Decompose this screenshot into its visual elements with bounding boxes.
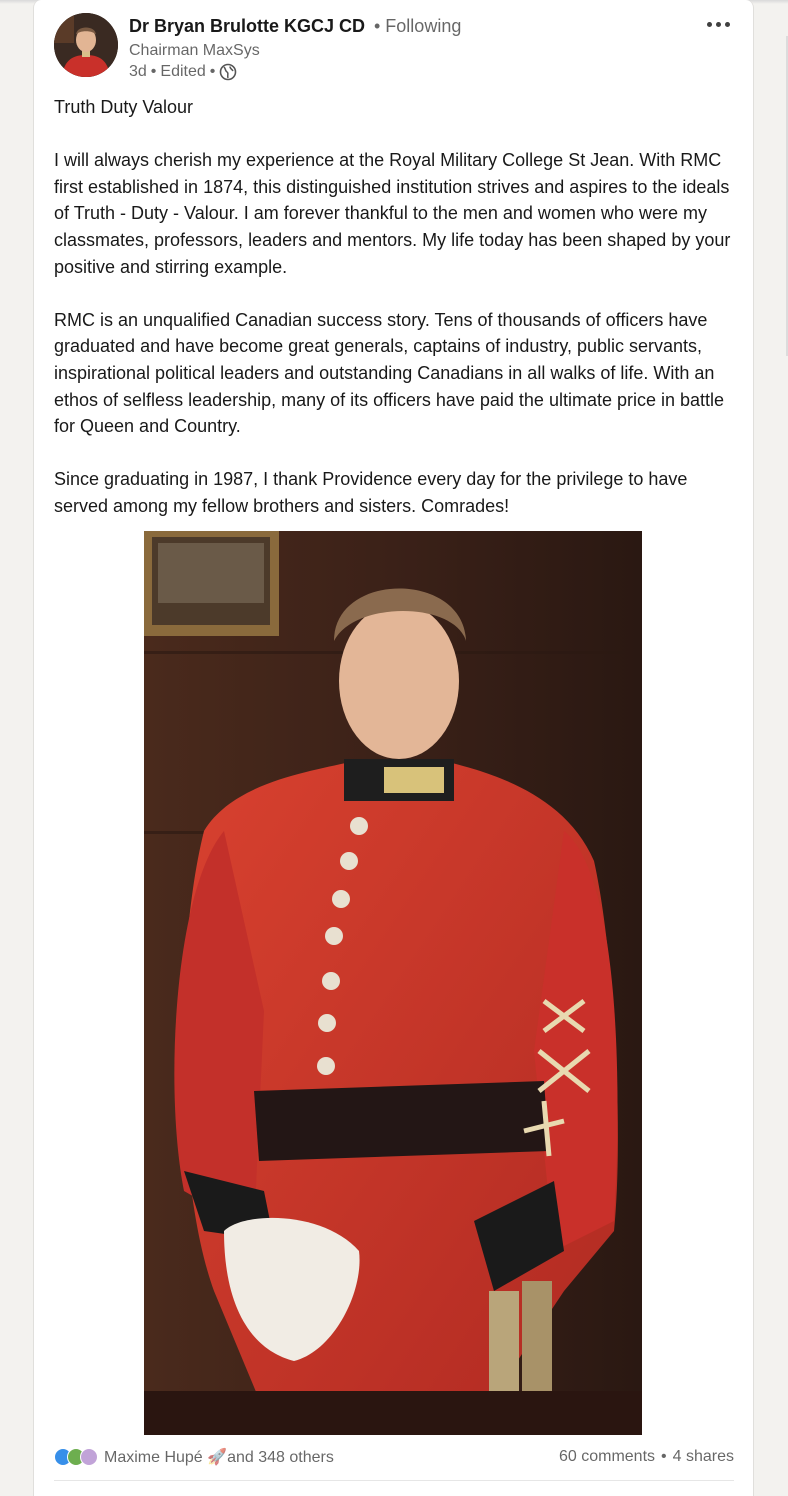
actor-avatar[interactable] xyxy=(54,13,118,77)
meta-separator: • xyxy=(209,63,216,80)
post-time: 3d xyxy=(129,63,147,80)
shares-count-link[interactable]: 4 shares xyxy=(672,1448,734,1465)
support-reaction-icon xyxy=(80,1448,98,1466)
comments-count-link[interactable]: 60 comments xyxy=(558,1448,656,1465)
following-status[interactable]: • Following xyxy=(374,16,462,36)
ellipsis-icon[interactable] xyxy=(700,12,736,36)
post-paragraph: I will always cherish my experience at the Royal Military College St Jean. With RMC first established in 1874, this distinguished institution strives and aspires to the ideals of Truth - Duty - Valour. I am forever thankful to the men and women who were my classmates, professors, leaders and mentors. My life today has been shaped by your positive and stirring example. xyxy=(54,150,731,277)
reactions-count-link[interactable]: Maxime Hupé 🚀and 348 others xyxy=(104,1449,334,1466)
edited-label: Edited xyxy=(160,63,206,80)
feed-post-card xyxy=(33,0,754,1496)
actor-name[interactable]: Dr Bryan Brulotte KGCJ CD xyxy=(129,16,366,36)
meta-separator: • xyxy=(150,63,157,80)
globe-icon xyxy=(219,63,237,81)
social-right xyxy=(559,1448,734,1466)
actor-headline: Chairman MaxSys xyxy=(129,42,260,59)
post-title-line: Truth Duty Valour xyxy=(54,97,194,117)
post-commentary xyxy=(54,94,744,546)
social-separator: • xyxy=(661,1448,667,1465)
post-image[interactable] xyxy=(144,531,642,1435)
reactions-icons[interactable] xyxy=(54,1448,98,1466)
post-meta xyxy=(129,63,237,81)
divider xyxy=(54,1480,734,1481)
post-paragraph: Since graduating in 1987, I thank Providence every day for the privilege to have served among my fellow brothers and sisters. Comrades! xyxy=(54,469,688,516)
post-paragraph: RMC is an unqualified Canadian success story. Tens of thousands of officers have graduated and have become great generals, captains of industry, public servants, inspirational political leaders and outstanding Canadians in all walks of life. With an ethos of selfless leadership, many of its officers have paid the ultimate price in battle for Queen and Country. xyxy=(54,309,725,437)
social-counts-bar xyxy=(54,1444,734,1470)
